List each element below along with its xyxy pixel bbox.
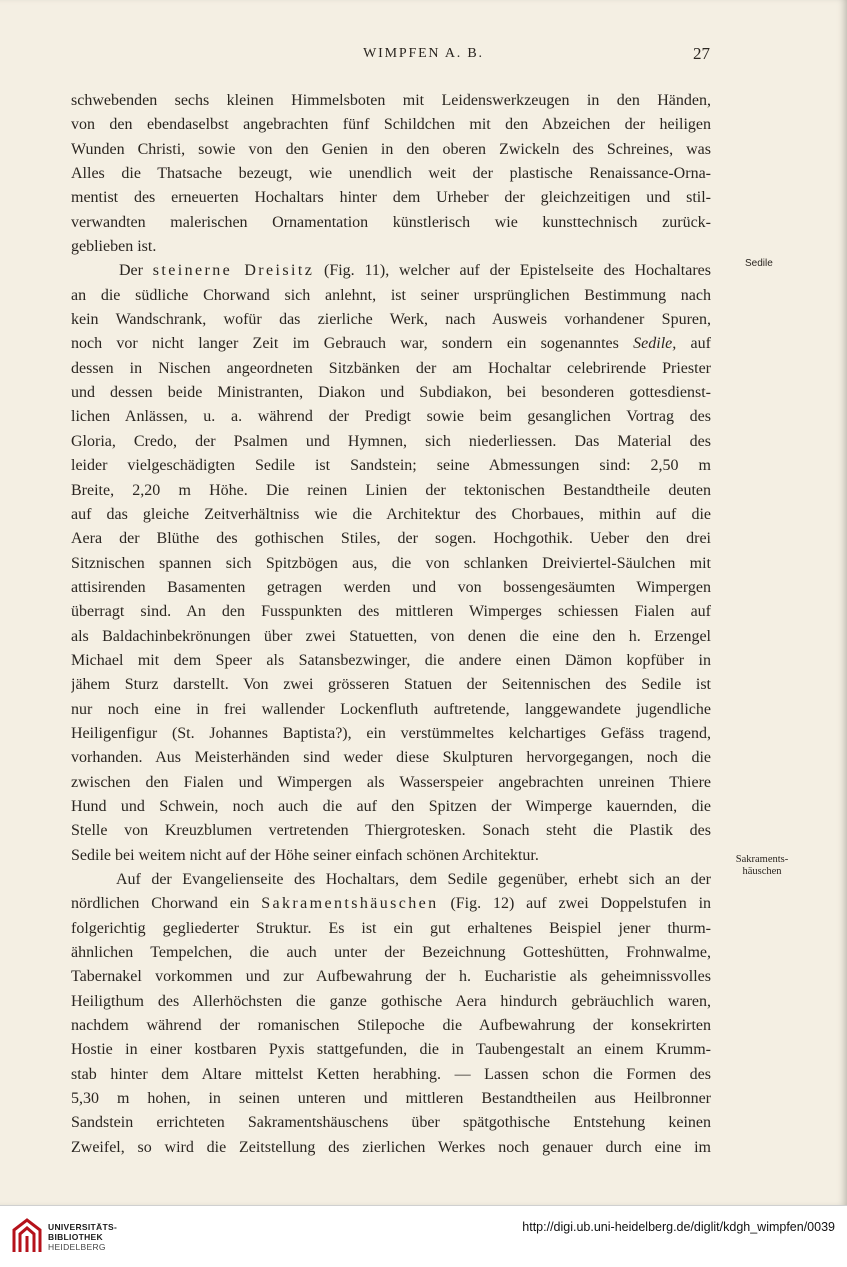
text-line: überragt sind. An den Fusspunkten des mittleren Wimperges schiessen Fialen auf <box>71 603 711 621</box>
text-line: Michael mit dem Speer als Satansbezwinger, die andere einen Dämon kopfüber in <box>71 651 711 669</box>
text-line: Aera der Blüthe des gothischen Stiles, der sogen. Hochgothik. Ueber den drei <box>71 530 711 548</box>
viewer-footer <box>0 1205 847 1267</box>
text-line: folgerichtig gegliederter Struktur. Es ist ein gut erhaltenes Beispiel jener thurm- <box>71 919 711 937</box>
text-line: attisirenden Basamenten getragen werden und von bossengesäumten Wimpergen <box>71 578 711 596</box>
text-line-sakramentshaeuschen <box>71 892 711 916</box>
text-segment: (Fig. 12) auf zwei Doppelstufen in <box>438 895 711 913</box>
text-line: schwebenden sechs kleinen Himmelsboten mit Leidenswerkzeugen in den Händen, <box>71 92 711 109</box>
library-logo-icon[interactable] <box>10 1216 44 1256</box>
text-line: verwandten malerischen Ornamentation künstlerisch wie kunsttechnisch zurück- <box>71 213 711 231</box>
text-line: vorhanden. Aus Meisterhänden sind weder diese Skulpturen hervorgegangen, noch die <box>71 749 711 767</box>
text-segment: Der <box>119 262 153 280</box>
text-segment: nördlichen Chorwand ein <box>71 895 262 913</box>
text-line: Sitznischen spannen sich Spitzbögen aus, die von schlanken Dreiviertel-Säulchen mit <box>71 554 711 572</box>
permalink-url[interactable]: http://digi.ub.uni-heidelberg.de/diglit/kdgh_wimpfen/0039 <box>522 1220 835 1234</box>
text-line: nur noch eine in frei wallender Lockenfluth auftretende, langgewandete jugendliche <box>71 700 711 718</box>
margin-note-line: häuschen <box>742 866 782 877</box>
text-line: Heiligenfigur (St. Johannes Baptista?), ein verstümmeltes kelchartiges Gefäss tragend, <box>71 724 711 742</box>
text-line: Auf der Evangelienseite des Hochaltars, dem Sedile gegenüber, erhebt sich an der <box>116 871 711 888</box>
text-line: mentist des erneuerten Hochaltars hinter dem Urheber der gleichzeitigen und stil- <box>71 189 711 207</box>
margin-note-line: Sakraments- <box>735 854 789 865</box>
margin-note-sedile: Sedile <box>745 258 773 269</box>
text-line: dessen in Nischen angeordneten Sitzbänken der am Hochaltar celebrirende Priester <box>71 359 711 377</box>
text-line: und dessen beide Ministranten, Diakon und Subdiakon, bei besonderen gottesdienst- <box>71 384 711 402</box>
text-line: Hostie in einer kostbaren Pyxis stattgefunden, die in Taubengestalt an einem Krumm- <box>71 1041 711 1059</box>
text-line: 5,30 m hohen, in seinen unteren und mittleren Bestandtheilen aus Heilbronner <box>71 1090 711 1108</box>
page-number: 27 <box>693 44 710 63</box>
text-line: Stelle von Kreuzblumen vertretenden Thiergrotesken. Sonach steht die Plastik des <box>71 822 711 840</box>
text-line: von den ebendaselbst angebrachten fünf Schildchen mit den Abzeichen der heiligen <box>71 116 711 134</box>
text-segment: noch vor nicht langer Zeit im Gebrauch war, sondern ein sogenanntes <box>71 335 634 353</box>
text-line: Hund und Schwein, noch auch die auf den Spitzen der Wimperge kauernden, die <box>71 797 711 815</box>
text-line: Sandstein errichteten Sakramentshäuschens über spätgothische Entstehung keinen <box>71 1114 711 1132</box>
body-text <box>71 89 711 1160</box>
spaced-term-sakramentshaeuschen: Sakramentshäuschen <box>261 895 439 913</box>
text-line: an die südliche Chorwand sich anlehnt, ist seiner ursprünglichen Bestimmung nach <box>71 286 711 304</box>
text-segment: (Fig. 11), welcher auf der Epistelseite des Hochaltares <box>314 262 711 280</box>
text-line: kein Wandschrank, wofür das zierliche Werk, nach Ausweis vorhandener Spuren, <box>71 311 711 329</box>
text-line: leider vielgeschädigten Sedile ist Sandstein; seine Abmessungen sind: 2,50 m <box>71 457 711 475</box>
text-line: Tabernakel vorkommen und zur Aufbewahrung der h. Eucharistie als geheimnissvolles <box>71 968 711 986</box>
logo-line: UNIVERSITÄTS- <box>48 1222 118 1232</box>
logo-line: BIBLIOTHEK <box>48 1232 103 1242</box>
text-line: Zweifel, so wird die Zeitstellung des zierlichen Werkes noch genauer durch eine im <box>71 1138 711 1156</box>
text-line: geblieben ist. <box>71 238 157 256</box>
text-line: jähem Sturz darstellt. Von zwei grösseren Statuen der Seitennischen des Sedile ist <box>71 676 711 694</box>
text-line: stab hinter dem Altare mittelst Ketten herabhing. — Lassen schon die Formen des <box>71 1065 711 1083</box>
text-line: als Baldachinbekrönungen über zwei Statuetten, von denen die eine den h. Erzengel <box>71 627 711 645</box>
text-line-sedile <box>71 332 711 356</box>
logo-line: HEIDELBERG <box>48 1242 106 1252</box>
running-head <box>0 46 847 66</box>
spaced-term-dreisitz: steinerne Dreisitz <box>152 262 315 280</box>
text-line: lichen Anlässen, u. a. während der Predigt sowie beim gesanglichen Vortrag des <box>71 408 711 426</box>
text-line: Alles die Thatsache bezeugt, wie unendlich weit der plastische Renaissance-Orna- <box>71 165 711 183</box>
library-logo-text[interactable] <box>48 1222 117 1252</box>
text-segment: auf <box>676 335 711 353</box>
text-line: Gloria, Credo, der Psalmen und Hymnen, sich niederliessen. Das Material des <box>71 432 711 450</box>
text-line-dreisitz <box>71 259 711 283</box>
text-line: nachdem während der romanischen Stilepoche die Aufbewahrung der konsekrirten <box>71 1017 711 1035</box>
text-line: zwischen den Fialen und Wimpergen als Wasserspeier angebrachten unreinen Thiere <box>71 773 711 791</box>
italic-term-sedile: Sedile, <box>633 335 677 353</box>
margin-note-sakramentshaeuschen <box>722 854 802 878</box>
text-line: Heiligthum des Allerhöchsten die ganze gothische Aera hindurch gebräuchlich waren, <box>71 992 711 1010</box>
text-line: Breite, 2,20 m Höhe. Die reinen Linien der tektonischen Bestandtheile deuten <box>71 481 711 499</box>
text-line: ähnlichen Tempelchen, die auch unter der Bezeichnung Gotteshütten, Frohnwalme, <box>71 944 711 962</box>
text-line: Sedile bei weitem nicht auf der Höhe seiner einfach schönen Architektur. <box>71 846 539 864</box>
running-head-title: WIMPFEN A. B. <box>363 46 484 61</box>
text-line: Wunden Christi, sowie von den Genien in den oberen Zwickeln des Schreines, was <box>71 140 711 158</box>
text-line: auf das gleiche Zeitverhältniss wie die Architektur des Chorbaues, mithin auf die <box>71 505 711 523</box>
